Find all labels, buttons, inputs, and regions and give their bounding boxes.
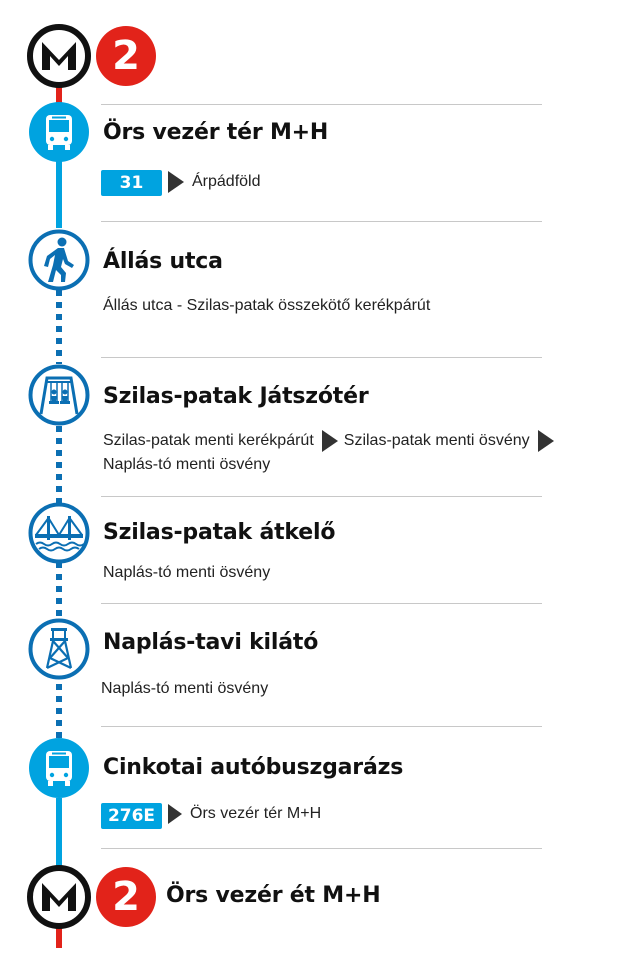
bridge-icon <box>28 502 90 564</box>
lookout-tower-icon <box>28 618 90 680</box>
separator <box>101 221 542 222</box>
stop-description: Állás utca - Szilas-patak összekötő kerékpárút <box>103 297 431 314</box>
path-segment: Szilas-patak menti ösvény <box>343 432 530 449</box>
stop-title: Állás utca <box>103 249 223 274</box>
separator <box>101 104 542 105</box>
route-badge[interactable]: 31 <box>101 170 162 196</box>
walk-line-segment-1 <box>56 290 62 364</box>
metro-line-number: 2 <box>96 26 156 86</box>
stop-description: Naplás-tó menti ösvény <box>103 564 271 581</box>
stop-title: Örs vezér ét M+H <box>166 883 381 908</box>
metro-logo-icon <box>27 865 91 929</box>
playground-swing-icon <box>28 364 90 426</box>
stop-title: Szilas-patak átkelő <box>103 520 336 545</box>
separator <box>101 726 542 727</box>
separator <box>101 357 542 358</box>
walk-line-segment-2 <box>56 426 62 504</box>
pedestrian-icon <box>28 229 90 291</box>
walk-line-segment-3 <box>56 562 62 618</box>
direction-arrow-icon <box>322 430 338 452</box>
metro-logo-icon <box>27 24 91 88</box>
separator <box>101 603 542 604</box>
route-destination: Örs vezér tér M+H <box>190 805 322 822</box>
route-direction <box>168 804 321 824</box>
separator <box>101 848 542 849</box>
stop-title: Naplás-tavi kilátó <box>103 630 319 655</box>
bus-icon <box>28 737 90 799</box>
stop-title: Cinkotai autóbuszgarázs <box>103 755 404 780</box>
walk-line-segment-4 <box>56 672 62 742</box>
route-badge[interactable]: 276E <box>101 803 162 829</box>
metro-line-segment-bottom <box>56 928 62 948</box>
stop-title: Szilas-patak Játszótér <box>103 384 369 409</box>
path-segment: Naplás-tó menti ösvény <box>103 456 271 473</box>
direction-arrow-icon <box>538 430 554 452</box>
path-sequence <box>103 430 554 452</box>
bus-icon <box>28 101 90 163</box>
path-segment: Szilas-patak menti kerékpárút <box>103 432 314 449</box>
separator <box>101 496 542 497</box>
direction-arrow-icon <box>168 804 182 824</box>
direction-arrow-icon <box>168 171 184 193</box>
bus-line-segment-1 <box>56 160 62 228</box>
stop-title: Örs vezér tér M+H <box>103 120 329 145</box>
stop-description: Naplás-tó menti ösvény <box>101 680 269 697</box>
bus-line-segment-2 <box>56 798 62 868</box>
route-destination: Árpádföld <box>192 173 261 190</box>
metro-line-number: 2 <box>96 867 156 927</box>
route-direction <box>168 171 261 193</box>
